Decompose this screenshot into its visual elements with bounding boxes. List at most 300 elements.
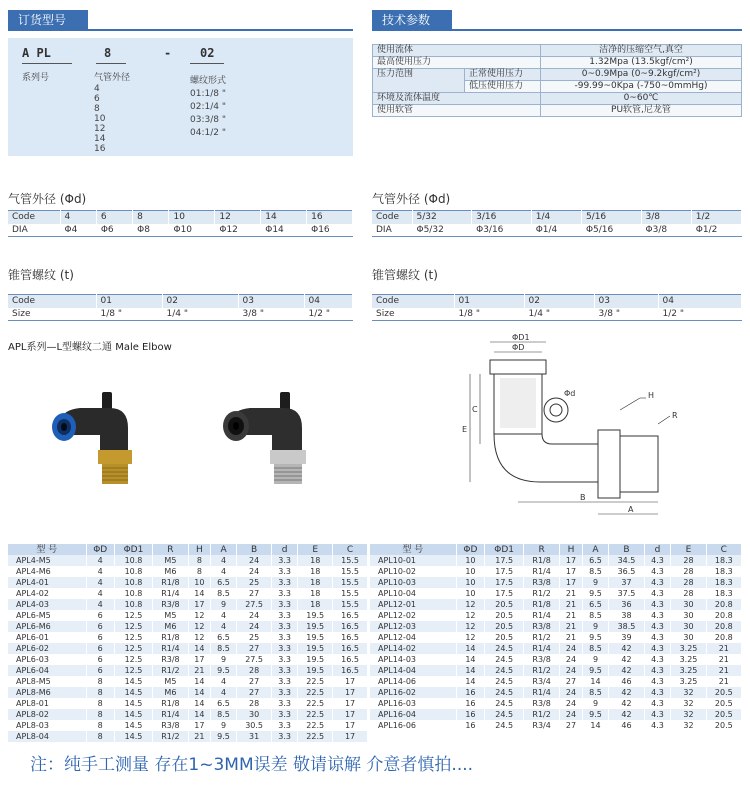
dims-value-cell: M5 — [153, 555, 189, 566]
dims-value-cell: 27 — [560, 676, 582, 687]
dims-model-cell: APL8-M6 — [8, 687, 86, 698]
dims-value-cell: R3/4 — [523, 676, 559, 687]
order-rule — [8, 29, 353, 31]
code-underline — [190, 63, 224, 64]
thread-cell: 03 — [238, 295, 304, 308]
tube-od-value: 12 — [94, 124, 106, 134]
thread-cell: 3/8 " — [594, 308, 658, 321]
label-b: B — [580, 493, 586, 502]
dims-value-cell: 22.5 — [298, 731, 333, 742]
dims-value-cell: 17.5 — [485, 588, 524, 599]
dims-value-cell: 27 — [237, 643, 272, 654]
dims-value-cell: 4 — [210, 566, 236, 577]
dims-header-cell: R — [523, 544, 559, 555]
dims-value-cell: 24.5 — [485, 665, 524, 676]
od-cell: 10 — [169, 211, 215, 224]
dims-value-cell: 16.5 — [333, 632, 368, 643]
dims-row — [8, 654, 368, 665]
dims-row — [370, 632, 742, 643]
dims-value-cell: 4 — [86, 577, 114, 588]
dims-value-cell: 30.5 — [237, 720, 272, 731]
dims-value-cell: 22.5 — [298, 709, 333, 720]
tech-key: 环境及流体温度 — [373, 93, 465, 105]
dims-value-cell: R3/8 — [153, 654, 189, 665]
dims-value-cell: R1/2 — [523, 588, 559, 599]
dims-row — [370, 665, 742, 676]
dims-value-cell: 19.5 — [298, 621, 333, 632]
dims-value-cell: 10 — [456, 555, 485, 566]
dims-value-cell: 6 — [86, 610, 114, 621]
dims-value-cell: M5 — [153, 676, 189, 687]
dims-value-cell: 30 — [671, 632, 706, 643]
dims-value-cell: 28 — [237, 665, 272, 676]
dims-value-cell: 3.3 — [272, 709, 298, 720]
od-cell: Φ4 — [60, 224, 96, 237]
thread-cell: 1/4 " — [524, 308, 594, 321]
dims-value-cell: 18 — [298, 577, 333, 588]
dims-row — [8, 709, 368, 720]
dims-value-cell: 16 — [456, 709, 485, 720]
dims-value-cell: 9 — [582, 577, 609, 588]
thread-cell: 04 — [658, 295, 742, 308]
dims-model-cell: APL12-02 — [370, 610, 456, 621]
dims-value-cell: 42 — [609, 665, 644, 676]
dims-header-cell: H — [188, 544, 210, 555]
dims-value-cell: 28 — [671, 588, 706, 599]
dims-value-cell: 8.5 — [210, 588, 236, 599]
dims-value-cell: 24 — [237, 621, 272, 632]
order-title: 订货型号 — [8, 10, 88, 30]
thread-cell: 1/8 " — [454, 308, 524, 321]
dims-value-cell: 10.8 — [114, 588, 152, 599]
dims-value-cell: 6.5 — [582, 599, 609, 610]
measurement-note: 注：纯手工测量 存在1~3MM误差 敬请谅解 介意者慎拍.... — [30, 755, 474, 775]
dims-value-cell: 14.5 — [114, 709, 152, 720]
dims-value-cell: 4 — [86, 566, 114, 577]
tech-value: 0~60℃ — [541, 93, 742, 105]
thread-cell: Size — [8, 308, 96, 321]
dims-value-cell: 42 — [609, 709, 644, 720]
dims-model-cell: APL4-01 — [8, 577, 86, 588]
dims-value-cell: 9 — [210, 720, 236, 731]
dims-header-cell: d — [272, 544, 298, 555]
dims-value-cell: 14 — [456, 654, 485, 665]
tech-sub — [465, 57, 541, 69]
dims-value-cell: 17.5 — [485, 555, 524, 566]
thread-cell: 1/2 " — [304, 308, 353, 321]
tech-value: 1.32Mpa (13.5kgf/cm²) — [541, 57, 742, 69]
dims-value-cell: 32 — [671, 687, 706, 698]
dims-value-cell: 8.5 — [582, 643, 609, 654]
dims-value-cell: 17 — [333, 731, 368, 742]
dims-header-cell: ΦD — [86, 544, 114, 555]
dims-value-cell: 20.8 — [706, 621, 741, 632]
thread-cell: 02 — [162, 295, 238, 308]
dims-value-cell: 4.3 — [644, 643, 671, 654]
od-cell: Code — [372, 211, 412, 224]
dims-value-cell: 14 — [456, 665, 485, 676]
dims-value-cell: 6 — [86, 643, 114, 654]
dims-value-cell: 20.5 — [485, 621, 524, 632]
dims-model-cell: APL4-03 — [8, 599, 86, 610]
thread-cell: 01 — [454, 295, 524, 308]
od-cell: Φ10 — [169, 224, 215, 237]
dims-model-cell: APL4-M6 — [8, 566, 86, 577]
dims-value-cell: 15.5 — [333, 555, 368, 566]
dims-model-cell: APL16-03 — [370, 698, 456, 709]
dims-value-cell: 4 — [86, 555, 114, 566]
dims-row — [8, 566, 368, 577]
dims-value-cell: 18 — [298, 599, 333, 610]
dims-value-cell: 18.3 — [706, 566, 741, 577]
dims-value-cell: 28 — [671, 566, 706, 577]
od-inch-title: 气管外径 (Φd) — [372, 192, 451, 206]
dims-value-cell: 9.5 — [210, 665, 236, 676]
dims-value-cell: 4.3 — [644, 555, 671, 566]
dims-value-cell: 22.5 — [298, 698, 333, 709]
dims-value-cell: 4.3 — [644, 709, 671, 720]
dims-value-cell: 8 — [86, 709, 114, 720]
dims-value-cell: 4 — [210, 687, 236, 698]
dims-value-cell: 16.5 — [333, 654, 368, 665]
dims-value-cell: 24 — [560, 654, 582, 665]
dims-row — [370, 588, 742, 599]
dims-value-cell: 4 — [210, 676, 236, 687]
dims-value-cell: 6.5 — [210, 577, 236, 588]
dims-value-cell: 12.5 — [114, 610, 152, 621]
dims-value-cell: 4.3 — [644, 720, 671, 731]
dims-value-cell: 22.5 — [298, 687, 333, 698]
dims-model-cell: APL8-02 — [8, 709, 86, 720]
dims-value-cell: 30 — [237, 709, 272, 720]
dims-value-cell: R3/8 — [523, 621, 559, 632]
dims-value-cell: 3.25 — [671, 665, 706, 676]
dims-value-cell: 36.5 — [609, 566, 644, 577]
dims-model-cell: APL10-01 — [370, 555, 456, 566]
tube-od-value: 10 — [94, 114, 106, 124]
dims-value-cell: 4.3 — [644, 632, 671, 643]
dims-header-cell: 型 号 — [8, 544, 86, 555]
dims-value-cell: R3/8 — [523, 698, 559, 709]
dims-value-cell: 18 — [298, 555, 333, 566]
dims-value-cell: M6 — [153, 687, 189, 698]
tube-od-value: 6 — [94, 94, 100, 104]
dims-value-cell: 25 — [237, 632, 272, 643]
dims-value-cell: R1/8 — [153, 577, 189, 588]
dims-value-cell: 14.5 — [114, 698, 152, 709]
od-cell: Φ3/16 — [472, 224, 532, 237]
dims-value-cell: 10 — [456, 577, 485, 588]
dims-value-cell: 4.3 — [644, 588, 671, 599]
od-cell: 5/32 — [412, 211, 472, 224]
dims-value-cell: 20.8 — [706, 610, 741, 621]
dims-value-cell: 24.5 — [485, 698, 524, 709]
tech-key: 使用软管 — [373, 105, 465, 117]
dims-value-cell: 21 — [560, 599, 582, 610]
thread-cell: 3/8 " — [238, 308, 304, 321]
dims-value-cell: 14 — [188, 687, 210, 698]
thread-cell: Code — [8, 295, 96, 308]
dims-value-cell: 3.3 — [272, 698, 298, 709]
dims-value-cell: 27 — [237, 687, 272, 698]
dims-value-cell: R1/8 — [523, 599, 559, 610]
dims-value-cell: 8 — [86, 720, 114, 731]
dims-model-cell: APL6-02 — [8, 643, 86, 654]
od-cell: Φ16 — [307, 224, 353, 237]
dims-value-cell: 31 — [237, 731, 272, 742]
dims-value-cell: 10.8 — [114, 577, 152, 588]
dims-value-cell: 9 — [582, 621, 609, 632]
dims-value-cell: 24.5 — [485, 687, 524, 698]
dims-value-cell: 46 — [609, 720, 644, 731]
dims-row — [8, 665, 368, 676]
dims-value-cell: 21 — [560, 621, 582, 632]
dims-value-cell: 20.5 — [485, 599, 524, 610]
dims-value-cell: 22.5 — [298, 720, 333, 731]
dims-model-cell: APL6-03 — [8, 654, 86, 665]
dims-value-cell: 9 — [210, 599, 236, 610]
dims-value-cell: 24.5 — [485, 709, 524, 720]
dims-value-cell: 18.3 — [706, 577, 741, 588]
dims-row — [8, 698, 368, 709]
dims-value-cell: 32 — [671, 698, 706, 709]
thread-left-title: 锥管螺纹 (t) — [8, 268, 74, 282]
dims-model-cell: APL10-04 — [370, 588, 456, 599]
od-cell: Φ12 — [215, 224, 261, 237]
dims-value-cell: 4.3 — [644, 599, 671, 610]
dims-value-cell: 24.5 — [485, 676, 524, 687]
dims-value-cell: 21 — [560, 632, 582, 643]
dims-value-cell: 3.25 — [671, 654, 706, 665]
dims-value-cell: 12 — [188, 610, 210, 621]
dims-value-cell: 9.5 — [582, 709, 609, 720]
dims-model-cell: APL8-M5 — [8, 676, 86, 687]
dims-value-cell: R1/8 — [523, 555, 559, 566]
dims-value-cell: 16.5 — [333, 621, 368, 632]
tech-sub — [465, 105, 541, 117]
dims-header-row — [370, 544, 742, 555]
dims-row — [370, 709, 742, 720]
dims-value-cell: 14 — [188, 676, 210, 687]
dims-header-cell: E — [671, 544, 706, 555]
dims-value-cell: R1/8 — [153, 698, 189, 709]
dims-value-cell: 4 — [210, 555, 236, 566]
dims-value-cell: 6.5 — [210, 632, 236, 643]
tech-rule — [372, 29, 742, 31]
label-c: C — [472, 405, 478, 414]
label-a: A — [628, 505, 634, 514]
tech-value: -99.99~0Kpa (-750~0mmHg) — [541, 81, 742, 93]
dims-value-cell: 3.3 — [272, 643, 298, 654]
dims-value-cell: 3.3 — [272, 731, 298, 742]
dims-value-cell: 10 — [188, 577, 210, 588]
dims-value-cell: 21 — [560, 610, 582, 621]
dims-header-cell: C — [706, 544, 741, 555]
label-d1: ΦD1 — [512, 333, 530, 342]
od-cell: Φ3/8 — [641, 224, 691, 237]
dims-row — [8, 588, 368, 599]
dims-value-cell: 8 — [86, 731, 114, 742]
od-cell: Φ8 — [133, 224, 169, 237]
dims-value-cell: 19.5 — [298, 665, 333, 676]
dims-table-right — [370, 544, 742, 731]
dims-value-cell: 30 — [671, 610, 706, 621]
dims-model-cell: APL16-04 — [370, 709, 456, 720]
dims-model-cell: APL10-02 — [370, 566, 456, 577]
dims-value-cell: 17 — [560, 577, 582, 588]
dims-value-cell: 27 — [237, 676, 272, 687]
dims-value-cell: 12 — [188, 632, 210, 643]
dims-value-cell: 18 — [298, 588, 333, 599]
dims-value-cell: R3/4 — [523, 720, 559, 731]
dims-row — [370, 577, 742, 588]
od-cell: DIA — [8, 224, 60, 237]
dims-value-cell: 14.5 — [114, 720, 152, 731]
dims-header-cell: B — [237, 544, 272, 555]
dims-value-cell: 24 — [560, 665, 582, 676]
dims-header-row — [8, 544, 368, 555]
dims-header-cell: E — [298, 544, 333, 555]
dims-row — [370, 654, 742, 665]
tech-row — [373, 105, 742, 117]
dims-row — [370, 720, 742, 731]
dims-header-cell: ΦD — [456, 544, 485, 555]
dims-value-cell: 3.3 — [272, 599, 298, 610]
dims-table-left — [8, 544, 368, 742]
thread-value: 04:1/2 " — [190, 128, 226, 138]
dims-value-cell: 9.5 — [582, 632, 609, 643]
dims-value-cell: 8 — [86, 676, 114, 687]
dims-value-cell: 30 — [671, 621, 706, 632]
dims-row — [8, 632, 368, 643]
thread-value: 01:1/8 " — [190, 89, 226, 99]
dims-model-cell: APL8-04 — [8, 731, 86, 742]
thread-head-row — [372, 295, 742, 308]
dims-value-cell: 24 — [560, 687, 582, 698]
dims-value-cell: 8.5 — [582, 566, 609, 577]
dims-value-cell: 3.3 — [272, 588, 298, 599]
tech-value: 洁净的压缩空气,真空 — [541, 45, 742, 57]
dims-value-cell: 14 — [456, 676, 485, 687]
dims-value-cell: 3.3 — [272, 610, 298, 621]
dims-model-cell: APL14-06 — [370, 676, 456, 687]
dims-header-cell: C — [333, 544, 368, 555]
od-inch-head-row — [372, 211, 742, 224]
code-underline — [96, 63, 126, 64]
dims-value-cell: 14 — [188, 643, 210, 654]
dims-value-cell: 8.5 — [582, 687, 609, 698]
dims-value-cell: 15.5 — [333, 599, 368, 610]
dims-value-cell: 17 — [188, 654, 210, 665]
dims-row — [370, 610, 742, 621]
dims-row — [370, 599, 742, 610]
od-cell: 3/16 — [472, 211, 532, 224]
dims-value-cell: 9 — [582, 654, 609, 665]
dims-value-cell: 14 — [582, 720, 609, 731]
dims-value-cell: 9.5 — [582, 588, 609, 599]
od-cell: Φ1/2 — [691, 224, 741, 237]
dims-value-cell: 20.5 — [485, 632, 524, 643]
dims-value-cell: 14 — [456, 643, 485, 654]
dims-value-cell: 24.5 — [485, 720, 524, 731]
dims-value-cell: 24 — [560, 698, 582, 709]
dims-header-cell: 型 号 — [370, 544, 456, 555]
dims-value-cell: 4.3 — [644, 698, 671, 709]
tech-title: 技术参数 — [372, 10, 452, 30]
thread-label: 螺纹形式 — [190, 76, 227, 86]
dims-value-cell: 22.5 — [298, 676, 333, 687]
dims-value-cell: M6 — [153, 621, 189, 632]
dims-value-cell: 3.3 — [272, 720, 298, 731]
dims-value-cell: 9 — [210, 654, 236, 665]
dims-row — [8, 643, 368, 654]
tech-table — [372, 44, 742, 117]
dims-value-cell: 14.5 — [114, 731, 152, 742]
od-cell: 1/2 — [691, 211, 741, 224]
dims-value-cell: R1/4 — [523, 643, 559, 654]
dims-value-cell: R1/2 — [153, 731, 189, 742]
tech-key: 使用流体 — [373, 45, 465, 57]
dims-row — [8, 599, 368, 610]
dims-value-cell: 27.5 — [237, 654, 272, 665]
dims-value-cell: 18 — [298, 566, 333, 577]
dims-row — [8, 577, 368, 588]
dims-value-cell: 21 — [706, 643, 741, 654]
od-cell: Φ6 — [96, 224, 132, 237]
tube-od-value: 16 — [94, 144, 106, 154]
dims-value-cell: R3/8 — [523, 577, 559, 588]
dims-model-cell: APL4-02 — [8, 588, 86, 599]
dims-value-cell: 12 — [456, 610, 485, 621]
dims-value-cell: 17 — [333, 720, 368, 731]
dims-value-cell: 10 — [456, 566, 485, 577]
thread-value-row — [8, 308, 353, 321]
dims-value-cell: 20.5 — [706, 709, 741, 720]
dims-value-cell: 4.3 — [644, 654, 671, 665]
dims-value-cell: 16.5 — [333, 665, 368, 676]
tech-value: 0~0.9Mpa (0~9.2kgf/cm²) — [541, 69, 742, 81]
dims-model-cell: APL6-M5 — [8, 610, 86, 621]
dims-value-cell: 37 — [609, 577, 644, 588]
dims-value-cell: 27.5 — [237, 599, 272, 610]
dims-value-cell: 15.5 — [333, 566, 368, 577]
thread-cell: Code — [372, 295, 454, 308]
dims-model-cell: APL14-03 — [370, 654, 456, 665]
dims-value-cell: 32 — [671, 709, 706, 720]
tech-row — [373, 69, 742, 81]
dims-value-cell: 14 — [188, 588, 210, 599]
dims-value-cell: 4.3 — [644, 621, 671, 632]
tech-row — [373, 45, 742, 57]
thread-cell: 1/8 " — [96, 308, 162, 321]
od-cell: Φ1/4 — [531, 224, 581, 237]
dims-value-cell: 20.5 — [485, 610, 524, 621]
dims-value-cell: 17 — [560, 566, 582, 577]
dims-value-cell: 8 — [86, 698, 114, 709]
thread-cell: 04 — [304, 295, 353, 308]
dims-value-cell: 21 — [706, 654, 741, 665]
dims-value-cell: R1/8 — [153, 632, 189, 643]
dims-value-cell: 6 — [86, 621, 114, 632]
thread-value-row — [372, 308, 742, 321]
thread-cell: 02 — [524, 295, 594, 308]
dims-row — [8, 555, 368, 566]
dims-header-cell: ΦD1 — [114, 544, 152, 555]
dims-value-cell: R3/8 — [523, 654, 559, 665]
tech-key: 压力范围 — [373, 69, 465, 93]
dims-value-cell: 12 — [456, 599, 485, 610]
series-label: 系列号 — [22, 73, 50, 83]
